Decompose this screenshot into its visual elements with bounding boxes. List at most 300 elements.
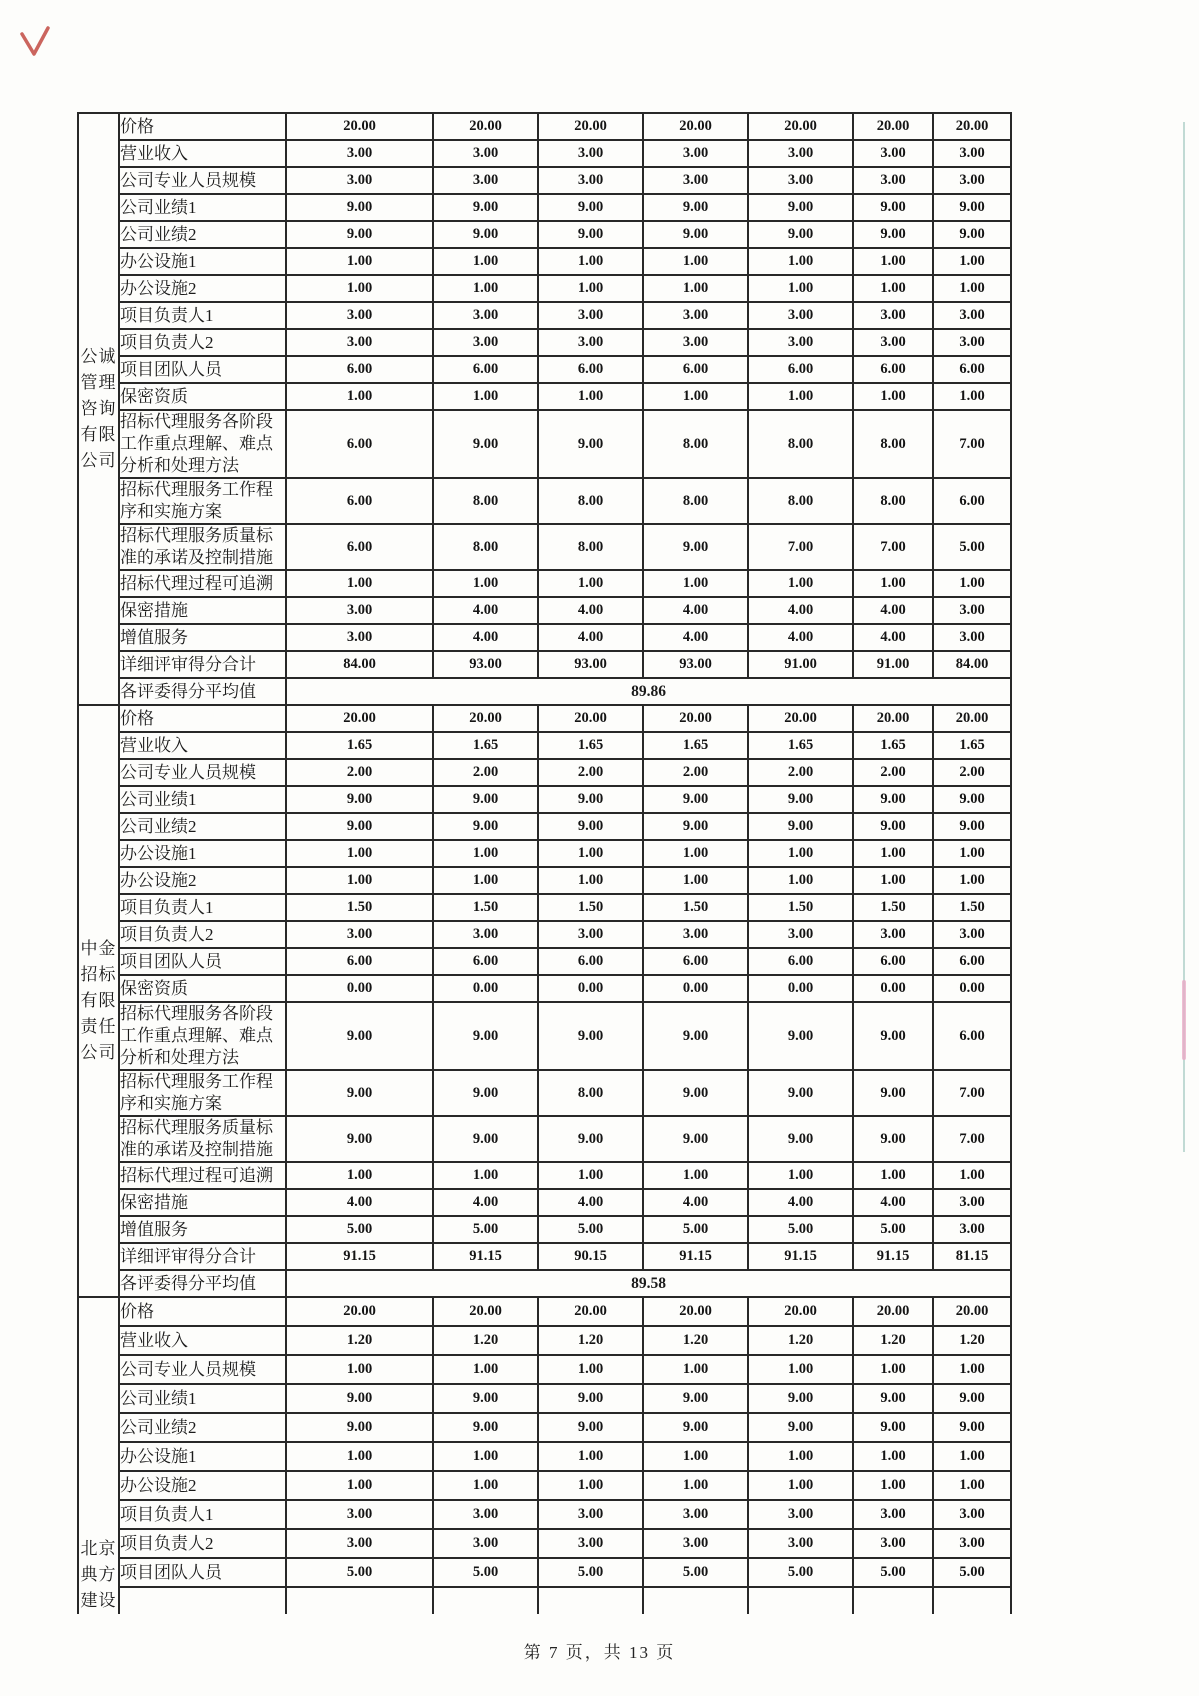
table-row [78,813,1011,840]
table-row [78,948,1011,975]
score-cell: 3.00 [748,140,853,167]
score-cell: 3.00 [433,302,538,329]
score-cell: 20.00 [538,1297,643,1326]
score-cell: 3.00 [433,1500,538,1529]
score-cell: 1.00 [538,867,643,894]
score-cell: 3.00 [748,1500,853,1529]
score-cell: 1.65 [853,732,933,759]
score-cell: 8.00 [643,478,748,524]
table-row [78,1297,1011,1326]
clipped-row [78,1587,1011,1614]
score-cell: 9.00 [933,221,1011,248]
score-cell: 9.00 [538,221,643,248]
score-cell: 0.00 [933,975,1011,1002]
score-cell: 3.00 [433,140,538,167]
score-cell: 3.00 [433,167,538,194]
score-cell: 9.00 [643,221,748,248]
score-cell: 9.00 [853,786,933,813]
score-cell: 1.20 [538,1326,643,1355]
table-row [78,356,1011,383]
score-cell: 1.00 [853,1471,933,1500]
table-row [78,1442,1011,1471]
score-cell: 8.00 [853,478,933,524]
score-cell: 1.00 [286,1471,433,1500]
score-cell: 1.50 [643,894,748,921]
score-cell: 5.00 [643,1216,748,1243]
score-cell: 8.00 [748,478,853,524]
table-row [78,248,1011,275]
score-cell: 9.00 [748,1002,853,1070]
criteria-label: 公司业绩1 [119,786,286,813]
score-cell: 1.00 [643,248,748,275]
score-cell: 20.00 [538,705,643,732]
score-cell: 9.00 [853,1384,933,1413]
score-cell: 91.15 [433,1243,538,1270]
score-cell: 1.00 [433,275,538,302]
score-cell: 1.00 [853,867,933,894]
score-cell: 1.00 [643,840,748,867]
score-cell: 9.00 [933,1413,1011,1442]
score-cell: 3.00 [538,1529,643,1558]
table-row [78,1162,1011,1189]
score-cell: 1.00 [748,275,853,302]
score-cell: 1.65 [286,732,433,759]
score-cell: 3.00 [933,167,1011,194]
score-cell: 93.00 [643,651,748,678]
score-cell: 7.00 [933,410,1011,478]
score-cell: 2.00 [286,759,433,786]
criteria-label: 公司业绩2 [119,813,286,840]
criteria-label: 办公设施1 [119,840,286,867]
score-cell: 1.65 [538,732,643,759]
score-cell: 3.00 [933,329,1011,356]
score-cell: 2.00 [433,759,538,786]
score-cell: 9.00 [853,221,933,248]
score-cell: 3.00 [643,921,748,948]
score-cell: 3.00 [748,329,853,356]
score-cell: 9.00 [853,1070,933,1116]
score-cell: 20.00 [643,705,748,732]
score-cell: 5.00 [286,1558,433,1587]
score-cell: 3.00 [433,1529,538,1558]
score-cell: 1.00 [538,840,643,867]
score-cell: 3.00 [853,167,933,194]
score-cell: 9.00 [748,786,853,813]
score-cell: 1.20 [433,1326,538,1355]
score-cell: 6.00 [748,356,853,383]
page-footer: 第 7 页，共 13 页 [523,1643,676,1662]
score-cell: 9.00 [933,194,1011,221]
score-cell: 9.00 [538,1384,643,1413]
score-cell: 5.00 [538,1216,643,1243]
score-cell: 91.15 [748,1243,853,1270]
score-cell: 3.00 [286,597,433,624]
score-cell: 1.50 [853,894,933,921]
score-cell: 20.00 [933,1297,1011,1326]
score-cell: 1.00 [933,840,1011,867]
score-cell: 9.00 [748,1070,853,1116]
score-cell: 4.00 [538,597,643,624]
score-cell: 1.00 [748,1162,853,1189]
score-cell: 4.00 [643,1189,748,1216]
score-cell: 20.00 [433,705,538,732]
criteria-label: 招标代理服务工作程序和实施方案 [119,478,286,524]
score-cell: 20.00 [433,113,538,140]
score-cell [433,1587,538,1614]
score-cell: 1.00 [643,1162,748,1189]
score-cell: 1.50 [748,894,853,921]
score-cell: 3.00 [643,302,748,329]
criteria-label: 价格 [119,1297,286,1326]
score-cell: 1.00 [933,383,1011,410]
score-cell: 6.00 [933,1002,1011,1070]
score-cell: 4.00 [748,597,853,624]
company-cell [78,705,119,1297]
criteria-label: 办公设施2 [119,275,286,302]
table-row [78,1471,1011,1500]
criteria-label: 项目负责人1 [119,1500,286,1529]
score-cell: 20.00 [853,113,933,140]
criteria-label [119,1587,286,1614]
score-cell: 1.65 [933,732,1011,759]
score-cell: 6.00 [286,948,433,975]
table-row [78,524,1011,570]
score-cell: 6.00 [286,524,433,570]
score-cell: 1.00 [853,570,933,597]
score-cell: 9.00 [643,786,748,813]
score-cell: 6.00 [286,478,433,524]
score-cell: 6.00 [538,948,643,975]
criteria-label: 公司业绩1 [119,194,286,221]
score-cell: 1.00 [643,1471,748,1500]
score-cell: 3.00 [286,302,433,329]
score-cell: 90.15 [538,1243,643,1270]
table-row [78,759,1011,786]
score-cell: 9.00 [933,1384,1011,1413]
score-cell: 20.00 [748,705,853,732]
score-cell: 4.00 [643,597,748,624]
score-cell: 1.00 [643,1355,748,1384]
score-cell: 6.00 [286,410,433,478]
score-cell: 3.00 [286,1529,433,1558]
criteria-label: 招标代理过程可追溯 [119,1162,286,1189]
score-cell: 9.00 [748,813,853,840]
criteria-label: 营业收入 [119,1326,286,1355]
score-cell: 5.00 [748,1558,853,1587]
score-cell: 81.15 [933,1243,1011,1270]
average-value: 89.58 [286,1270,1011,1297]
score-cell: 1.00 [538,1355,643,1384]
criteria-label: 公司业绩2 [119,221,286,248]
criteria-label: 项目团队人员 [119,948,286,975]
score-cell: 7.00 [748,524,853,570]
table-clip-region [77,112,1017,1614]
score-cell: 4.00 [748,1189,853,1216]
score-cell: 1.50 [286,894,433,921]
score-cell: 1.00 [286,1162,433,1189]
score-cell: 9.00 [286,194,433,221]
average-label: 各评委得分平均值 [119,1270,286,1297]
score-cell: 9.00 [643,1002,748,1070]
score-cell: 1.00 [433,840,538,867]
score-cell: 0.00 [286,975,433,1002]
score-cell: 3.00 [933,1500,1011,1529]
score-cell: 9.00 [286,813,433,840]
score-cell: 1.00 [748,248,853,275]
score-cell: 1.00 [286,570,433,597]
score-cell: 9.00 [286,1070,433,1116]
score-cell: 3.00 [853,1500,933,1529]
score-cell: 1.65 [643,732,748,759]
score-cell: 2.00 [933,759,1011,786]
score-cell: 5.00 [286,1216,433,1243]
score-cell: 1.00 [853,383,933,410]
score-cell: 3.00 [933,1216,1011,1243]
table-row [78,732,1011,759]
score-cell: 9.00 [433,194,538,221]
score-cell: 9.00 [748,194,853,221]
score-cell: 3.00 [748,921,853,948]
score-cell: 20.00 [538,113,643,140]
table-row [78,1070,1011,1116]
criteria-label: 项目负责人2 [119,329,286,356]
criteria-label: 详细评审得分合计 [119,1243,286,1270]
score-cell: 3.00 [538,329,643,356]
table-row [78,786,1011,813]
table-row [78,840,1011,867]
score-cell: 6.00 [433,948,538,975]
score-cell: 1.00 [286,1355,433,1384]
score-cell: 6.00 [933,356,1011,383]
score-cell: 1.00 [748,867,853,894]
score-cell: 9.00 [538,194,643,221]
score-cell: 1.00 [643,867,748,894]
score-cell: 9.00 [643,524,748,570]
criteria-label: 招标代理服务各阶段工作重点理解、难点分析和处理方法 [119,410,286,478]
score-cell: 9.00 [433,813,538,840]
score-cell: 1.00 [433,1471,538,1500]
score-cell: 5.00 [853,1558,933,1587]
average-row [78,678,1011,705]
score-cell: 7.00 [933,1116,1011,1162]
score-cell: 9.00 [933,786,1011,813]
score-cell: 4.00 [538,1189,643,1216]
score-cell: 1.00 [748,570,853,597]
score-cell: 2.00 [643,759,748,786]
table-row [78,1384,1011,1413]
criteria-label: 招标代理服务工作程序和实施方案 [119,1070,286,1116]
score-cell: 8.00 [643,410,748,478]
score-cell: 9.00 [933,813,1011,840]
score-cell: 1.00 [853,275,933,302]
score-cell: 9.00 [538,410,643,478]
table-body [78,113,1011,1614]
score-cell: 1.00 [538,248,643,275]
criteria-label: 办公设施1 [119,1442,286,1471]
score-cell: 9.00 [286,1413,433,1442]
table-row [78,570,1011,597]
criteria-label: 招标代理服务质量标准的承诺及控制措施 [119,1116,286,1162]
criteria-label: 项目负责人1 [119,302,286,329]
score-cell: 9.00 [853,813,933,840]
score-cell: 1.00 [538,1471,643,1500]
score-cell: 6.00 [933,478,1011,524]
score-cell: 9.00 [433,1002,538,1070]
criteria-label: 项目负责人1 [119,894,286,921]
score-cell: 91.00 [748,651,853,678]
score-cell: 1.00 [286,867,433,894]
score-cell: 4.00 [433,597,538,624]
score-cell: 1.00 [538,383,643,410]
score-cell: 4.00 [433,624,538,651]
score-cell: 9.00 [748,1413,853,1442]
score-cell: 9.00 [286,221,433,248]
criteria-label: 办公设施2 [119,1471,286,1500]
score-cell: 3.00 [643,329,748,356]
table-row [78,1529,1011,1558]
company-cell [78,1297,119,1614]
score-cell: 1.00 [748,383,853,410]
score-cell: 3.00 [538,140,643,167]
score-cell: 6.00 [853,948,933,975]
score-cell: 93.00 [538,651,643,678]
score-cell: 9.00 [643,1413,748,1442]
score-cell: 9.00 [286,786,433,813]
score-cell: 5.00 [748,1216,853,1243]
score-cell: 7.00 [853,524,933,570]
score-cell: 3.00 [538,302,643,329]
average-value: 89.86 [286,678,1011,705]
score-cell: 4.00 [643,624,748,651]
criteria-label: 办公设施1 [119,248,286,275]
score-cell: 1.50 [933,894,1011,921]
score-cell: 1.00 [286,1442,433,1471]
score-cell: 4.00 [853,597,933,624]
table-row [78,597,1011,624]
score-cell: 3.00 [538,921,643,948]
score-cell: 1.00 [853,840,933,867]
score-cell: 6.00 [643,356,748,383]
score-cell: 9.00 [433,786,538,813]
table-row [78,624,1011,651]
table-row [78,478,1011,524]
company-name-line: 公司 [80,451,117,470]
score-cell: 1.00 [286,383,433,410]
score-cell: 1.00 [433,1162,538,1189]
criteria-label: 公司专业人员规模 [119,1355,286,1384]
score-cell: 1.65 [433,732,538,759]
score-cell: 20.00 [748,1297,853,1326]
table-row [78,921,1011,948]
score-cell: 3.00 [933,624,1011,651]
score-cell: 5.00 [538,1558,643,1587]
score-cell: 3.00 [433,329,538,356]
criteria-label: 增值服务 [119,624,286,651]
table-row [78,1500,1011,1529]
score-cell: 9.00 [433,1116,538,1162]
score-cell: 9.00 [853,194,933,221]
table-row [78,410,1011,478]
score-cell: 6.00 [538,356,643,383]
table-row [78,1355,1011,1384]
score-cell [748,1587,853,1614]
score-cell: 1.00 [933,248,1011,275]
score-cell: 20.00 [286,705,433,732]
score-cell: 2.00 [538,759,643,786]
criteria-label: 公司专业人员规模 [119,167,286,194]
score-cell: 9.00 [538,786,643,813]
score-cell: 4.00 [538,624,643,651]
average-label: 各评委得分平均值 [119,678,286,705]
score-cell: 9.00 [748,1384,853,1413]
score-cell: 1.00 [643,383,748,410]
score-cell: 3.00 [853,140,933,167]
table-row [78,1216,1011,1243]
table-row [78,1002,1011,1070]
criteria-label: 公司专业人员规模 [119,759,286,786]
score-cell: 3.00 [643,1500,748,1529]
company-name-line: 典方 [80,1565,117,1584]
score-cell: 1.00 [643,275,748,302]
score-cell: 1.00 [748,1442,853,1471]
criteria-label: 项目负责人2 [119,921,286,948]
company-name-line: 公司 [80,1043,117,1062]
score-cell: 1.00 [643,1442,748,1471]
criteria-label: 保密资质 [119,383,286,410]
score-cell: 6.00 [748,948,853,975]
score-cell: 2.00 [853,759,933,786]
company-name-line: 招标 [80,965,117,984]
score-cell: 4.00 [286,1189,433,1216]
red-pen-mark [18,24,54,62]
scan-edge-pink-mark [1182,980,1186,1060]
company-name-line: 公诚 [80,347,117,366]
average-row [78,1270,1011,1297]
table-row [78,113,1011,140]
score-cell: 1.00 [433,570,538,597]
score-cell: 1.00 [748,1355,853,1384]
score-cell: 9.00 [538,1002,643,1070]
score-cell: 6.00 [853,356,933,383]
score-cell: 9.00 [286,1002,433,1070]
score-cell: 3.00 [853,1529,933,1558]
score-cell: 9.00 [643,1116,748,1162]
score-cell: 8.00 [853,410,933,478]
score-cell: 1.00 [933,275,1011,302]
score-cell: 4.00 [748,624,853,651]
score-cell: 8.00 [433,478,538,524]
score-cell: 9.00 [433,1384,538,1413]
score-cell: 1.00 [933,570,1011,597]
score-cell [286,1587,433,1614]
score-cell: 1.00 [538,275,643,302]
score-cell: 6.00 [933,948,1011,975]
score-cell: 4.00 [853,1189,933,1216]
table-row [78,383,1011,410]
score-cell: 3.00 [933,921,1011,948]
score-cell: 3.00 [933,1189,1011,1216]
criteria-label: 增值服务 [119,1216,286,1243]
score-cell: 1.20 [853,1326,933,1355]
table-row [78,651,1011,678]
score-cell: 3.00 [853,329,933,356]
score-cell: 9.00 [538,1116,643,1162]
company-cell [78,113,119,705]
score-cell: 9.00 [286,1384,433,1413]
score-cell: 9.00 [748,1116,853,1162]
criteria-label: 项目团队人员 [119,1558,286,1587]
score-cell: 84.00 [286,651,433,678]
